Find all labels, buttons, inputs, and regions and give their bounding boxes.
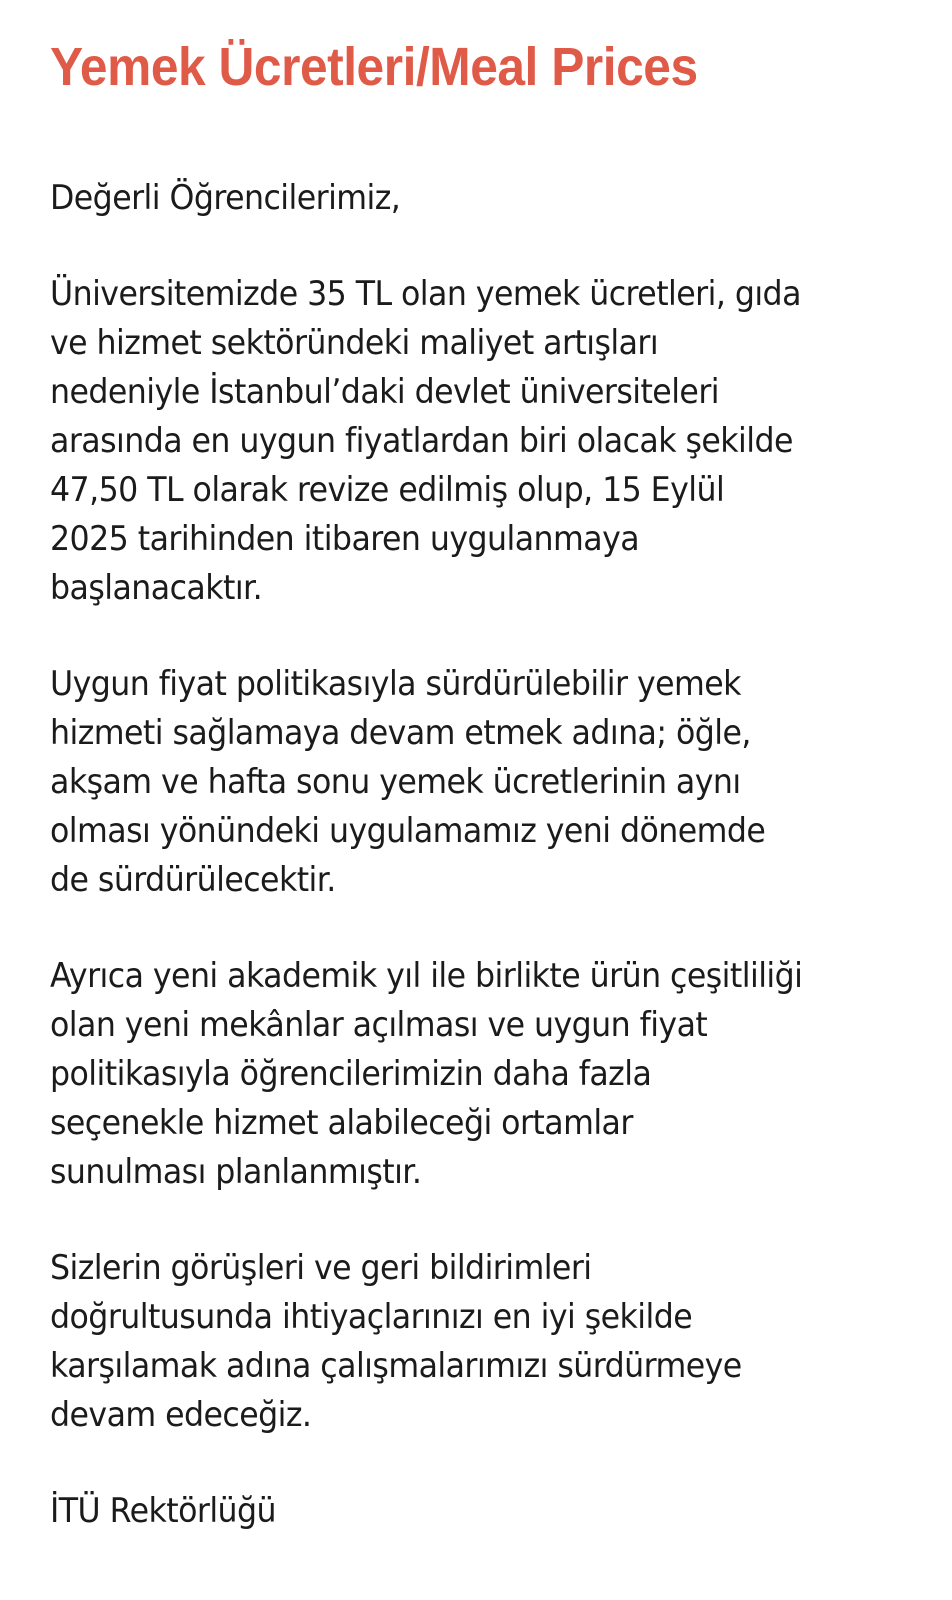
paragraph-line: politikasıyla öğrencilerimizin daha fazla	[50, 1054, 652, 1094]
signature: İTÜ Rektörlüğü	[50, 1491, 277, 1531]
paragraph-line: olan yeni mekânlar açılması ve uygun fiyat	[50, 1005, 708, 1045]
paragraph-line: devam edeceğiz.	[50, 1395, 312, 1435]
announcement-body	[50, 174, 920, 1536]
paragraph-price-revision	[50, 270, 920, 613]
paragraph-line: hizmeti sağlamaya devam etmek adına; öğle,	[50, 713, 751, 753]
paragraph-line: olması yönündeki uygulamamız yeni dönemde	[50, 811, 766, 851]
announcement	[50, 30, 920, 1536]
paragraph-line: Uygun fiyat politikasıyla sürdürülebilir yemek	[50, 664, 741, 704]
paragraph-line: nedeniyle İstanbul’daki devlet üniversiteleri	[50, 372, 719, 412]
greeting: Değerli Öğrencilerimiz,	[50, 178, 401, 218]
paragraph-line: 47,50 TL olarak revize edilmiş olup, 15 Eylül	[50, 470, 725, 510]
paragraph-line: karşılamak adına çalışmalarımızı sürdürmeye	[50, 1346, 742, 1386]
paragraph-line: ve hizmet sektöründeki maliyet artışları	[50, 323, 659, 363]
paragraph-line: Ayrıca yeni akademik yıl ile birlikte ürün çeşitliliği	[50, 956, 803, 996]
paragraph-feedback	[50, 1244, 920, 1440]
paragraph-new-venues	[50, 952, 920, 1197]
paragraph-line: Üniversitemizde 35 TL olan yemek ücretleri, gıda	[50, 274, 801, 314]
paragraph-line: doğrultusunda ihtiyaçlarınızı en iyi şekilde	[50, 1297, 693, 1337]
paragraph-line: sunulması planlanmıştır.	[50, 1152, 422, 1192]
paragraph-line: Sizlerin görüşleri ve geri bildirimleri	[50, 1248, 592, 1288]
paragraph-line: arasında en uygun fiyatlardan biri olacak şekilde	[50, 421, 793, 461]
paragraph-line: 2025 tarihinden itibaren uygulanmaya	[50, 519, 640, 559]
paragraph-line: seçenekle hizmet alabileceği ortamlar	[50, 1103, 633, 1143]
page-title: Yemek Ücretleri/Meal Prices	[50, 37, 698, 97]
paragraph-line: başlanacaktır.	[50, 568, 263, 608]
paragraph-same-price-policy	[50, 660, 920, 905]
paragraph-line: akşam ve hafta sonu yemek ücretlerinin aynı	[50, 762, 741, 802]
paragraph-line: de sürdürülecektir.	[50, 860, 336, 900]
